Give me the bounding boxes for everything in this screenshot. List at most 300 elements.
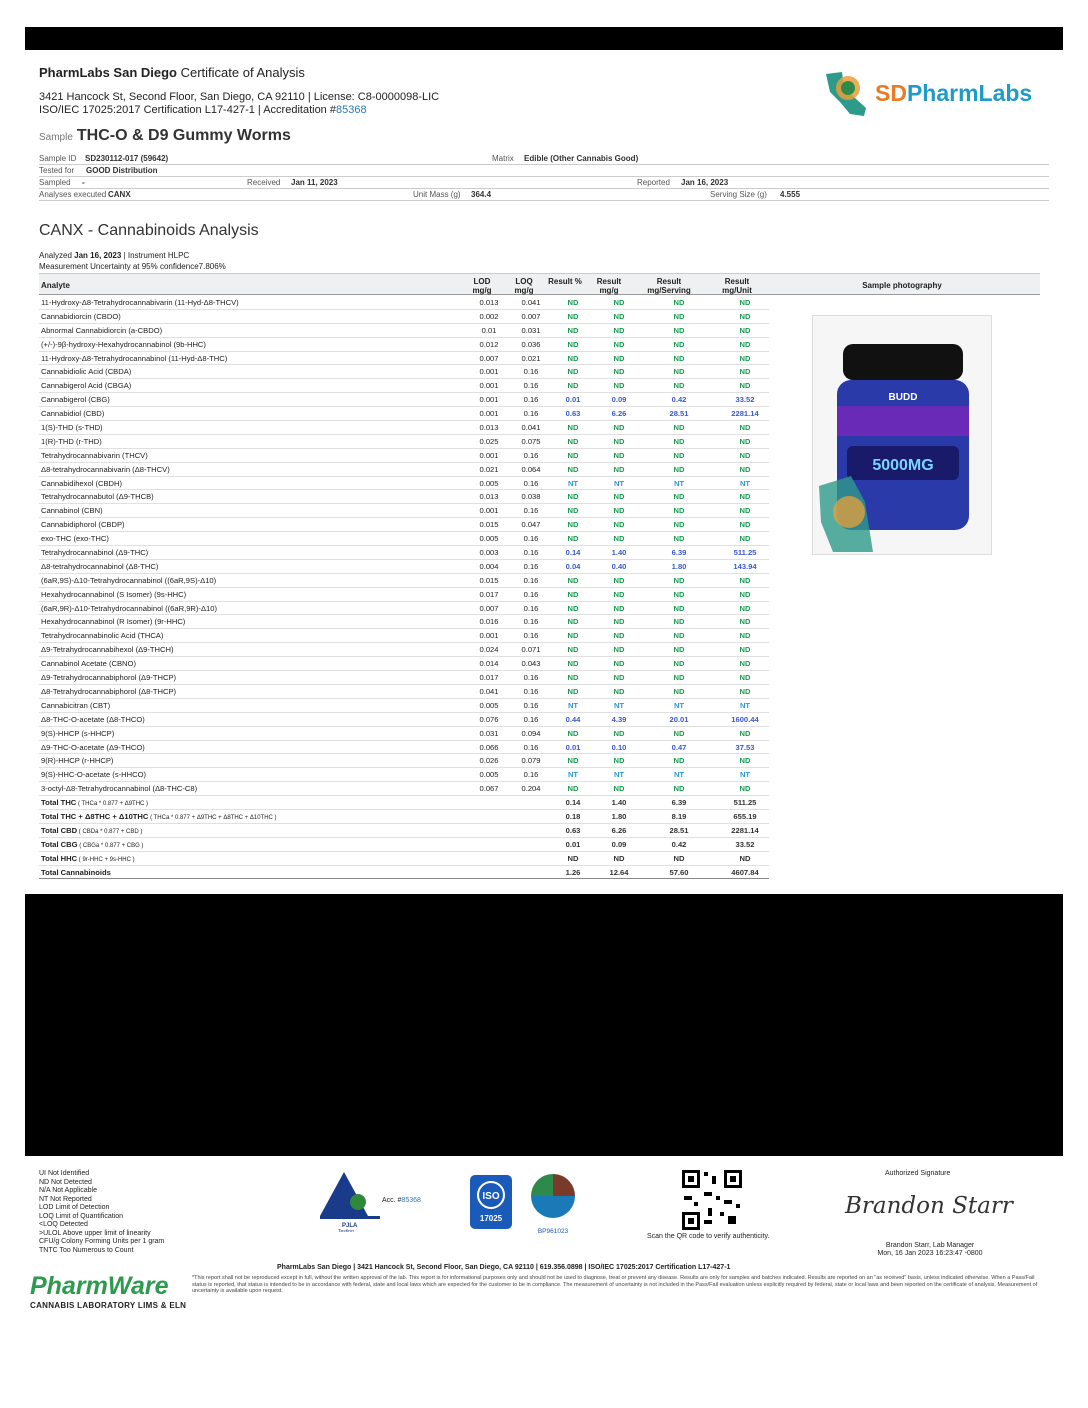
- table-cell: ND: [567, 506, 579, 516]
- table-cell: 0.16: [523, 450, 539, 460]
- table-cell: 0.007: [521, 311, 541, 321]
- analyte-name: Cannabidihexol (CBDH): [41, 478, 123, 488]
- col-mgg: Result mg/g: [596, 277, 622, 295]
- table-row: [39, 699, 769, 713]
- table-cell: ND: [567, 659, 579, 669]
- analyte-name: Cannabidiphorol (CBDP): [41, 520, 125, 530]
- table-cell: 28.51: [669, 409, 689, 419]
- table-cell: 0.003: [479, 548, 499, 558]
- table-row: [39, 768, 769, 782]
- table-cell: ND: [673, 311, 685, 321]
- total-cell: 6.26: [611, 825, 627, 835]
- signature: Brandon Starr: [845, 1193, 1013, 1219]
- table-cell: ND: [567, 728, 579, 738]
- legend-item: >ULOL Above upper limit of linearity: [39, 1229, 151, 1237]
- qr-code[interactable]: [680, 1168, 744, 1232]
- table-cell: NT: [673, 478, 685, 488]
- table-row: [39, 324, 769, 338]
- table-row: [39, 296, 769, 310]
- total-cell: ND: [739, 853, 751, 863]
- total-row: [39, 796, 769, 810]
- sample-photo: [812, 315, 992, 555]
- total-cell: ND: [613, 853, 625, 863]
- table-cell: ND: [567, 492, 579, 502]
- analyte-name: Cannabigerol Acid (CBGA): [41, 381, 132, 391]
- table-cell: ND: [673, 631, 685, 641]
- table-cell: 0.047: [521, 520, 541, 530]
- total-cell: 2281.14: [731, 825, 759, 835]
- table-cell: 0.024: [479, 645, 499, 655]
- total-row: [39, 810, 769, 824]
- footer-address: PharmLabs San Diego | 3421 Hancock St, Second Floor, San Diego, CA 92110 | 619.356.0898 | ISO/IEC 17025:2017 Certification L17-427-1: [277, 1264, 731, 1271]
- table-cell: ND: [739, 492, 751, 502]
- total-cell: 0.09: [611, 839, 627, 849]
- table-cell: ND: [739, 311, 751, 321]
- table-cell: NT: [567, 700, 579, 710]
- table-row: [39, 338, 769, 352]
- analyte-name: Δ8-tetrahydrocannabivarin (Δ8-THCV): [41, 464, 170, 474]
- table-cell: 0.40: [611, 561, 627, 571]
- table-cell: ND: [739, 673, 751, 683]
- table-cell: ND: [673, 659, 685, 669]
- analyte-name: (6aR,9R)-Δ10-Tetrahydrocannabinol ((6aR,9R)-Δ10): [41, 603, 218, 613]
- analyte-name: 9(S)-HHC-O-acetate (s-HHCO): [41, 770, 147, 780]
- analyte-name: 9(R)-HHCP (r-HHCP): [41, 756, 114, 766]
- table-cell: NT: [567, 478, 579, 488]
- svg-text:BP961023: BP961023: [537, 1228, 569, 1235]
- table-row: [39, 379, 769, 393]
- col-loq: LOQ mg/g: [514, 277, 534, 295]
- analyte-name: (6aR,9S)-Δ10-Tetrahydrocannabinol ((6aR,9S)-Δ10): [41, 575, 217, 585]
- analyte-name: Δ9-THC-O-acetate (Δ9-THCO): [41, 742, 145, 752]
- table-cell: ND: [613, 436, 625, 446]
- table-cell: ND: [673, 450, 685, 460]
- analyte-name: Δ8-tetrahydrocannabinol (Δ8-THC): [41, 561, 159, 571]
- table-row: [39, 782, 769, 796]
- table-cell: 0.017: [479, 589, 499, 599]
- table-cell: 0.16: [523, 478, 539, 488]
- total-label: Total THC + Δ8THC + Δ10THC ( THCa * 0.877 + Δ9THC + Δ8THC + Δ10THC ): [41, 811, 277, 821]
- table-cell: 0.16: [523, 589, 539, 599]
- table-cell: ND: [613, 686, 625, 696]
- col-analyte: Analyte: [41, 281, 70, 290]
- analyzed-line: Analyzed Jan 16, 2023 | Instrument HLPC: [39, 251, 190, 260]
- table-cell: 0.026: [479, 756, 499, 766]
- table-cell: ND: [673, 436, 685, 446]
- total-cell: 33.52: [735, 839, 755, 849]
- table-cell: 0.16: [523, 714, 539, 724]
- table-cell: 0.005: [479, 770, 499, 780]
- table-cell: ND: [567, 631, 579, 641]
- iso-17025-badge: [470, 1175, 512, 1229]
- total-label: Total HHC ( 9r-HHC + 9s-HHC ): [41, 853, 135, 863]
- legend-item: N/A Not Applicable: [39, 1187, 97, 1194]
- table-cell: 0.01: [481, 325, 497, 335]
- table-cell: ND: [567, 784, 579, 794]
- table-cell: 2281.14: [731, 409, 759, 419]
- table-cell: ND: [739, 686, 751, 696]
- table-cell: ND: [567, 589, 579, 599]
- total-cell: 57.60: [669, 867, 689, 877]
- table-cell: ND: [567, 534, 579, 544]
- table-cell: ND: [613, 728, 625, 738]
- analyte-name: 11-Hydroxy-Δ8-Tetrahydrocannabivarin (11-Hyd-Δ8-THCV): [41, 298, 239, 307]
- svg-text:17025: 17025: [479, 1214, 503, 1223]
- signer-info: Brandon Starr, Lab Manager Mon, 16 Jan 2023 16:23:47 -0800: [877, 1242, 983, 1257]
- table-cell: 0.001: [479, 409, 499, 419]
- table-cell: ND: [739, 423, 751, 433]
- pjla-logo: PJLA Testing Acc. #85368: [318, 1170, 438, 1230]
- table-cell: ND: [613, 645, 625, 655]
- total-cell: 0.01: [565, 839, 581, 849]
- table-cell: ND: [739, 520, 751, 530]
- table-row: [39, 393, 769, 407]
- analyte-name: 1(S)-THD (s-THD): [41, 423, 103, 433]
- table-cell: ND: [673, 756, 685, 766]
- table-cell: NT: [613, 700, 625, 710]
- svg-text:PJLA: PJLA: [342, 1223, 358, 1229]
- table-cell: ND: [613, 367, 625, 377]
- table-cell: NT: [673, 700, 685, 710]
- svg-text:5000MG: 5000MG: [872, 457, 934, 474]
- table-cell: ND: [673, 298, 685, 307]
- svg-text:Testing: Testing: [338, 1229, 354, 1232]
- table-cell: ND: [739, 631, 751, 641]
- table-cell: ND: [613, 450, 625, 460]
- analyte-name: Cannabinol Acetate (CBNO): [41, 659, 136, 669]
- table-cell: ND: [613, 492, 625, 502]
- table-cell: 0.094: [521, 728, 541, 738]
- analyte-name: Tetrahydrocannabinolic Acid (THCA): [41, 631, 164, 641]
- table-cell: ND: [613, 339, 625, 349]
- analyte-name: Δ9-Tetrahydrocannabihexol (Δ9-THCH): [41, 645, 174, 655]
- table-row: [39, 435, 769, 449]
- table-row: [39, 727, 769, 741]
- table-cell: ND: [613, 784, 625, 794]
- analyte-name: 9(S)-HHCP (s-HHCP): [41, 728, 115, 738]
- table-cell: 0.16: [523, 534, 539, 544]
- table-cell: ND: [567, 756, 579, 766]
- table-cell: 1.80: [671, 561, 687, 571]
- total-cell: ND: [567, 853, 579, 863]
- table-cell: 0.01: [565, 395, 581, 405]
- table-row: [39, 518, 769, 532]
- table-cell: ND: [739, 298, 751, 307]
- table-row: [39, 365, 769, 379]
- table-row: [39, 657, 769, 671]
- table-cell: ND: [613, 659, 625, 669]
- table-cell: ND: [739, 659, 751, 669]
- total-cell: ND: [673, 853, 685, 863]
- total-cell: 6.39: [671, 798, 687, 808]
- table-cell: 0.043: [521, 659, 541, 669]
- top-black-bar: [25, 27, 1063, 50]
- total-cell: 1.26: [565, 867, 581, 877]
- table-cell: 0.005: [479, 534, 499, 544]
- table-cell: ND: [673, 589, 685, 599]
- analyte-name: Tetrahydrocannabutol (Δ9-THCB): [41, 492, 154, 502]
- col-photo: Sample photography: [862, 281, 942, 290]
- abbreviation-legend: [39, 1170, 164, 1255]
- table-row: [39, 477, 769, 491]
- table-cell: ND: [613, 673, 625, 683]
- analyte-name: 11-Hydroxy-Δ8-Tetrahydrocannabinol (11-Hyd-Δ8-THC): [41, 353, 228, 363]
- table-row: [39, 310, 769, 324]
- table-cell: ND: [673, 325, 685, 335]
- table-cell: ND: [567, 325, 579, 335]
- table-cell: ND: [613, 631, 625, 641]
- legend-item: LOD Limit of Detection: [39, 1204, 110, 1211]
- table-cell: ND: [613, 603, 625, 613]
- uncertainty-line: Measurement Uncertainty at 95% confidence7.806%: [39, 262, 226, 271]
- table-cell: 0.002: [479, 311, 499, 321]
- table-header: [39, 273, 1040, 295]
- table-cell: 0.001: [479, 631, 499, 641]
- table-cell: ND: [567, 464, 579, 474]
- legend-item: CFU/g Colony Forming Units per 1 gram: [39, 1238, 165, 1245]
- total-row: [39, 824, 769, 838]
- table-cell: ND: [567, 436, 579, 446]
- redacted-block: [25, 894, 1063, 1156]
- table-cell: ND: [739, 589, 751, 599]
- total-cell: 1.80: [611, 811, 627, 821]
- col-lod: LOD mg/g: [472, 277, 492, 295]
- legend-item: TNTC Too Numerous to Count: [39, 1246, 134, 1254]
- lab-title: PharmLabs San Diego Certificate of Analysis: [39, 65, 305, 80]
- table-cell: ND: [673, 464, 685, 474]
- table-cell: 0.014: [479, 659, 499, 669]
- total-label: Total THC ( THCa * 0.877 + Δ9THC ): [41, 798, 149, 808]
- table-cell: ND: [673, 617, 685, 627]
- table-cell: ND: [739, 645, 751, 655]
- table-cell: ND: [739, 367, 751, 377]
- table-cell: NT: [613, 478, 625, 488]
- table-cell: 0.079: [521, 756, 541, 766]
- table-cell: 1.40: [611, 548, 627, 558]
- analyte-name: Cannabidiol (CBD): [41, 409, 105, 419]
- table-row: [39, 352, 769, 366]
- table-cell: ND: [673, 534, 685, 544]
- table-row: [39, 504, 769, 518]
- table-cell: ND: [613, 534, 625, 544]
- total-cell: 8.19: [671, 811, 687, 821]
- table-cell: ND: [613, 353, 625, 363]
- table-cell: 0.012: [479, 339, 499, 349]
- table-cell: 0.16: [523, 603, 539, 613]
- table-cell: ND: [567, 311, 579, 321]
- total-label: Total CBG ( CBGa * 0.877 + CBG ): [41, 839, 144, 849]
- table-cell: 0.04: [565, 561, 581, 571]
- total-cell: 28.51: [669, 825, 689, 835]
- table-cell: 6.26: [611, 409, 627, 419]
- table-cell: NT: [739, 770, 751, 780]
- legend-item: ND Not Detected: [39, 1178, 92, 1186]
- table-cell: ND: [673, 784, 685, 794]
- total-label: Total CBD ( CBDa * 0.877 + CBD ): [41, 825, 143, 835]
- table-row: [39, 421, 769, 435]
- table-cell: 0.001: [479, 450, 499, 460]
- table-cell: 20.01: [669, 714, 689, 724]
- table-cell: ND: [739, 756, 751, 766]
- total-row: [39, 838, 769, 852]
- table-cell: ND: [673, 506, 685, 516]
- table-row: [39, 741, 769, 755]
- total-cell: 1.40: [611, 798, 627, 808]
- analyte-name: Cannabicitran (CBT): [41, 700, 111, 710]
- table-cell: 0.42: [671, 395, 687, 405]
- table-cell: 0.007: [479, 353, 499, 363]
- table-cell: 0.007: [479, 603, 499, 613]
- table-cell: ND: [739, 353, 751, 363]
- table-cell: ND: [673, 645, 685, 655]
- analyte-name: Cannabigerol (CBG): [41, 395, 110, 405]
- total-label: Total Cannabinoids: [41, 867, 111, 877]
- table-cell: ND: [673, 686, 685, 696]
- table-cell: 0.025: [479, 436, 499, 446]
- table-cell: ND: [613, 617, 625, 627]
- analyte-name: exo-THC (exo-THC): [41, 534, 109, 544]
- legend-item: LOQ Limit of Quantification: [39, 1212, 124, 1220]
- table-cell: ND: [673, 367, 685, 377]
- table-cell: ND: [613, 575, 625, 585]
- table-row: [39, 449, 769, 463]
- table-cell: 0.16: [523, 395, 539, 405]
- california-map-icon: [820, 66, 876, 118]
- sample-name-line: Sample THC-O & D9 Gummy Worms: [39, 127, 291, 144]
- table-cell: 0.041: [521, 423, 541, 433]
- total-cell: 0.18: [565, 811, 581, 821]
- table-cell: 0.067: [479, 784, 499, 794]
- table-cell: NT: [613, 770, 625, 780]
- table-row: [39, 588, 769, 602]
- analyte-name: Cannabidiorcin (CBDO): [41, 311, 121, 321]
- table-cell: 0.021: [479, 464, 499, 474]
- ilac-logo: [527, 1170, 579, 1236]
- table-cell: 0.10: [611, 742, 627, 752]
- table-cell: 0.16: [523, 367, 539, 377]
- table-cell: 6.39: [671, 548, 687, 558]
- svg-text:BUDD: BUDD: [888, 392, 918, 403]
- table-cell: 0.001: [479, 506, 499, 516]
- table-row: [39, 532, 769, 546]
- total-cell: 655.19: [733, 811, 757, 821]
- analyte-name: Hexahydrocannabinol (R Isomer) (9r-HHC): [41, 617, 186, 627]
- table-cell: ND: [739, 450, 751, 460]
- table-cell: ND: [613, 589, 625, 599]
- table-cell: ND: [673, 575, 685, 585]
- section-title: CANX - Cannabinoids Analysis: [39, 222, 259, 239]
- table-cell: ND: [739, 436, 751, 446]
- table-row: [39, 754, 769, 768]
- table-cell: ND: [739, 381, 751, 391]
- table-cell: ND: [739, 603, 751, 613]
- table-row: [39, 615, 769, 629]
- table-row: [39, 574, 769, 588]
- table-cell: 0.16: [523, 742, 539, 752]
- analyte-name: (+/-)-9β-hydroxy-Hexahydrocannabinol (9b-HHC): [41, 339, 206, 349]
- table-cell: 0.005: [479, 478, 499, 488]
- table-cell: ND: [673, 492, 685, 502]
- qr-caption: Scan the QR code to verify authenticity.: [647, 1233, 770, 1240]
- table-cell: ND: [567, 367, 579, 377]
- analyte-name: Tetrahydrocannabinol (Δ9-THC): [41, 548, 149, 558]
- table-cell: 0.071: [521, 645, 541, 655]
- table-row: [39, 643, 769, 657]
- table-cell: ND: [739, 575, 751, 585]
- table-cell: 0.016: [479, 617, 499, 627]
- analyte-name: Cannabidiolic Acid (CBDA): [41, 367, 132, 377]
- legend-item: NT Not Reported: [39, 1195, 92, 1203]
- table-cell: ND: [673, 423, 685, 433]
- table-cell: 0.16: [523, 506, 539, 516]
- table-row: [39, 629, 769, 643]
- table-row: [39, 602, 769, 616]
- table-cell: 0.038: [521, 492, 541, 502]
- table-cell: ND: [739, 464, 751, 474]
- sample-name: THC-O & D9 Gummy Worms: [76, 127, 291, 144]
- table-row: [39, 463, 769, 477]
- col-serving: Result mg/Serving: [647, 277, 691, 295]
- table-cell: ND: [567, 339, 579, 349]
- legend-item: UI Not Identified: [39, 1170, 90, 1177]
- table-cell: ND: [739, 339, 751, 349]
- col-unit: Result mg/Unit: [722, 277, 752, 295]
- table-cell: NT: [739, 700, 751, 710]
- table-cell: 0.16: [523, 548, 539, 558]
- table-cell: 0.036: [521, 339, 541, 349]
- lab-certification: ISO/IEC 17025:2017 Certification L17-427-1 | Accreditation #85368: [39, 104, 367, 116]
- table-cell: NT: [739, 478, 751, 488]
- table-cell: ND: [739, 325, 751, 335]
- table-cell: ND: [567, 423, 579, 433]
- table-cell: ND: [673, 353, 685, 363]
- table-cell: ND: [613, 756, 625, 766]
- meta-row-dates: Sampled - Received Jan 11, 2023 Reported Jan 16, 2023: [39, 177, 1049, 189]
- table-cell: ND: [567, 520, 579, 530]
- table-cell: ND: [567, 298, 579, 307]
- signature-label: Authorized Signature: [885, 1170, 951, 1177]
- table-cell: ND: [673, 673, 685, 683]
- table-cell: ND: [567, 673, 579, 683]
- table-cell: NT: [673, 770, 685, 780]
- table-cell: 0.204: [521, 784, 541, 794]
- table-row: [39, 546, 769, 560]
- table-cell: 0.004: [479, 561, 499, 571]
- table-cell: 0.031: [521, 325, 541, 335]
- table-cell: ND: [613, 325, 625, 335]
- table-cell: ND: [673, 381, 685, 391]
- table-cell: 0.001: [479, 367, 499, 377]
- table-cell: 0.001: [479, 381, 499, 391]
- analyte-name: 1(R)-THD (r-THD): [41, 436, 102, 446]
- table-cell: ND: [613, 381, 625, 391]
- table-cell: 143.94: [733, 561, 757, 571]
- table-cell: 0.16: [523, 617, 539, 627]
- table-cell: ND: [613, 520, 625, 530]
- table-cell: ND: [673, 520, 685, 530]
- table-cell: 0.01: [565, 742, 581, 752]
- total-cell: 4607.84: [731, 867, 759, 877]
- table-cell: ND: [567, 450, 579, 460]
- table-cell: 0.021: [521, 353, 541, 363]
- table-cell: ND: [613, 423, 625, 433]
- table-cell: NT: [567, 770, 579, 780]
- table-cell: ND: [567, 686, 579, 696]
- meta-row-id: Sample ID SD230112-017 (59642) Matrix Edible (Other Cannabis Good): [39, 153, 1049, 165]
- table-cell: 0.16: [523, 409, 539, 419]
- table-cell: 0.064: [521, 464, 541, 474]
- table-cell: 0.16: [523, 686, 539, 696]
